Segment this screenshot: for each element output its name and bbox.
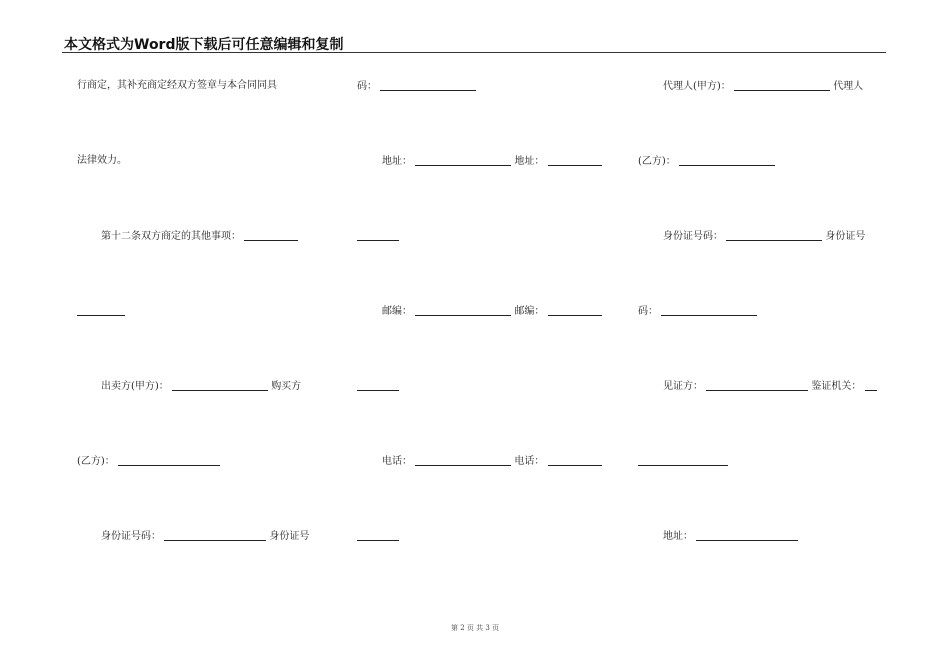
buyer-postcode-blank[interactable]: [548, 305, 602, 316]
buyer-postcode-label: 邮编：: [514, 306, 545, 317]
middle-line-1: [357, 80, 476, 93]
seller-address-label: 地址：: [382, 156, 412, 167]
left-line-2: [77, 155, 127, 167]
middle-line-5: [357, 380, 399, 393]
right-line-1: [663, 80, 863, 93]
seller-agent-label: 代理人(甲方)：: [663, 81, 731, 92]
buyer-agent-id-blank[interactable]: [661, 305, 757, 316]
seller-id-blank[interactable]: [164, 530, 266, 541]
buyer-address-blank[interactable]: [548, 155, 602, 166]
right-line-6: [638, 455, 728, 468]
buyer-address-label: 地址：: [514, 156, 545, 167]
middle-line-4: [382, 305, 602, 318]
left-line-1-text: 行商定，其补充商定经双方签章与本合同同具: [77, 80, 277, 91]
buyer-blank[interactable]: [118, 455, 220, 466]
left-line-4: [77, 305, 125, 318]
seller-postcode-label: 邮编：: [382, 306, 412, 317]
middle-line-7: [357, 530, 399, 543]
seller-agent-id-blank[interactable]: [726, 230, 822, 241]
seller-agent-id-label: 身份证号码：: [663, 231, 723, 242]
seller-address-blank[interactable]: [415, 155, 511, 166]
notary-label: 鉴证机关：: [811, 381, 862, 392]
other-matters-blank-continued[interactable]: [77, 305, 125, 316]
left-line-7: [101, 530, 309, 543]
left-line-6: [77, 455, 220, 468]
left-line-1: [77, 80, 277, 92]
seller-postcode-blank[interactable]: [415, 305, 511, 316]
buyer-id-label-start: 身份证号: [269, 531, 310, 542]
seller-label: 出卖方(甲方)：: [101, 381, 169, 392]
right-line-3: [663, 230, 865, 243]
buyer-phone-blank-continued[interactable]: [357, 530, 399, 541]
witness-address-blank[interactable]: [696, 530, 798, 541]
buyer-label-end: (乙方)：: [77, 456, 115, 467]
buyer-agent-label-start: 代理人: [833, 81, 864, 92]
right-line-2: [638, 155, 775, 168]
buyer-label-start: 购买方: [271, 381, 302, 392]
buyer-address-blank-continued[interactable]: [357, 230, 399, 241]
buyer-id-label-end: 码：: [357, 81, 377, 92]
seller-phone-blank[interactable]: [415, 455, 511, 466]
buyer-agent-label-end: (乙方)：: [638, 156, 676, 167]
document-header-title: 本文格式为Word版下载后可任意编辑和复制: [64, 37, 344, 53]
buyer-agent-id-label-start: 身份证号: [825, 231, 866, 242]
middle-line-6: [382, 455, 602, 468]
seller-id-label: 身份证号码：: [101, 531, 161, 542]
notary-blank-continued[interactable]: [638, 455, 728, 466]
seller-blank[interactable]: [172, 380, 268, 391]
other-matters-blank[interactable]: [244, 230, 298, 241]
right-line-4: [638, 305, 757, 318]
left-line-3: [101, 230, 298, 243]
middle-line-3: [357, 230, 399, 243]
witness-blank[interactable]: [706, 380, 808, 391]
other-matters-label: 第十二条双方商定的其他事项：: [101, 231, 241, 242]
page-number: 第 2 页 共 3 页: [450, 624, 500, 632]
left-line-5: [101, 380, 301, 393]
left-line-2-text: 法律效力。: [77, 155, 127, 166]
buyer-phone-blank[interactable]: [548, 455, 602, 466]
notary-blank[interactable]: [865, 380, 877, 391]
middle-line-2: [382, 155, 602, 168]
witness-label: 见证方：: [663, 381, 703, 392]
seller-phone-label: 电话：: [382, 456, 412, 467]
header-divider: [62, 52, 886, 53]
buyer-postcode-blank-continued[interactable]: [357, 380, 399, 391]
buyer-id-blank[interactable]: [380, 80, 476, 91]
right-line-5: [663, 380, 877, 393]
buyer-phone-label: 电话：: [514, 456, 545, 467]
right-line-7: [663, 530, 798, 543]
witness-address-label: 地址：: [663, 531, 693, 542]
buyer-agent-blank[interactable]: [679, 155, 775, 166]
seller-agent-blank[interactable]: [734, 80, 830, 91]
buyer-agent-id-label-end: 码：: [638, 306, 658, 317]
